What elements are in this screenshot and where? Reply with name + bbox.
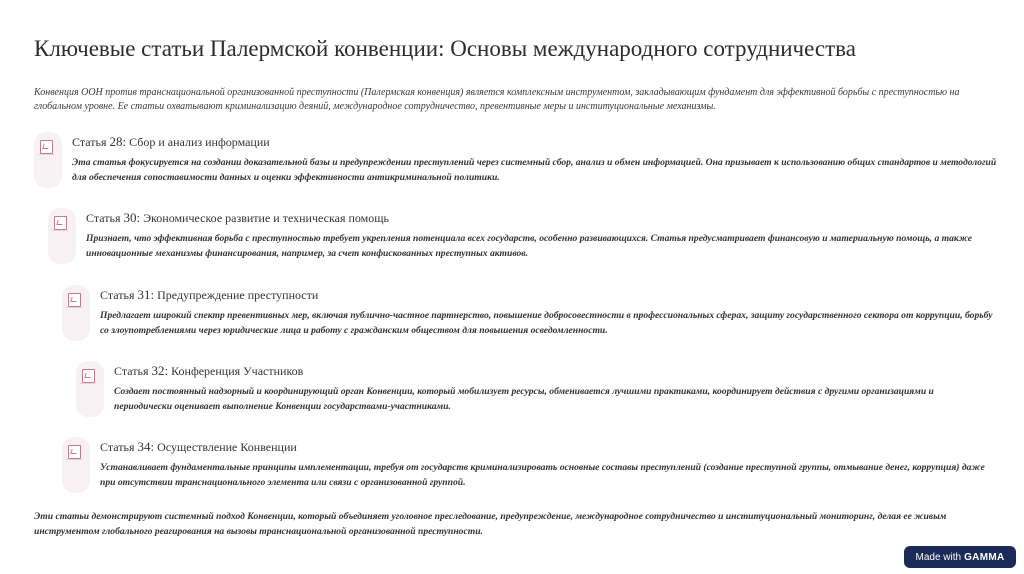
article-heading: [114, 363, 303, 379]
article-number: 30:: [123, 210, 141, 225]
gamma-logo: GAMMA: [964, 551, 1005, 563]
article-description: Предлагает широкий спектр превентивных мер, включая публично-частное партнерство, повышение добросовестности в профессиональных сферах, защиту государственного сектора от коррупции, борьбу со злоупотреблениями через юридические лица и работу с гражданским обществом для повышения осведомленности.: [100, 310, 993, 336]
article-icon-card: [62, 437, 90, 493]
article-description: Признает, что эффективная борьба с преступностью требует укрепления потенциала всех государств, особенно развивающихся. Статья предусматривает финансовую и материальную помощь, а также инновационные механизмы финансирования, например, за счет конфискованных преступных активов.: [86, 233, 973, 259]
article-prefix: Статья: [100, 288, 135, 302]
article-prefix: Статья: [86, 211, 121, 225]
article-icon-card: [62, 285, 90, 341]
intro-paragraph: Конвенция ООН против транснациональной организованной преступности (Палермская конвенция) является комплексным инструментом, закладывающим фундамент для эффективной борьбы с преступностью на глобальном уровне. Ее статьи охватывают криминализацию деяний, международное сотрудничество, превентивные меры и институциональные механизмы.: [34, 87, 960, 112]
article-prefix: Статья: [100, 440, 135, 454]
article-prefix: Статья: [114, 364, 149, 378]
article-number: 32:: [151, 363, 169, 378]
article-prefix: Статья: [72, 135, 107, 149]
document-chart-icon: [68, 293, 81, 307]
conclusion-paragraph: Эти статьи демонстрируют системный подход Конвенции, который объединяет уголовное преследование, предупреждение, международное сотрудничество и институциональный мониторинг, делая ее живым инструментом глобального реагирования на вызовы транснациональной организованной преступности.: [34, 511, 947, 537]
article-description: Создает постоянный надзорный и координирующий орган Конвенции, который мобилизует ресурсы, обменивается лучшими практиками, координирует действия с другими организациями и периодически оценивает выполнение Конвенции государствами-участниками.: [114, 386, 934, 412]
page-title: Ключевые статьи Палермской конвенции: Основы международного сотрудничества: [34, 36, 856, 61]
made-with-gamma-badge[interactable]: [904, 546, 1016, 568]
article-description: Эта статья фокусируется на создании доказательной базы и предупреждении преступлений через системный сбор, анализ и обмен информацией. Она призывает к использованию общих стандартов и методологий для обеспечения сопоставимости данных и оценки эффективности антикриминальной политики.: [72, 157, 997, 183]
article-number: 28:: [109, 134, 127, 149]
article-heading: [100, 439, 297, 455]
article-title: Осуществление Конвенции: [157, 440, 297, 454]
article-icon-card: [34, 132, 62, 188]
article-heading: [72, 134, 270, 150]
article-icon-card: [76, 361, 104, 417]
article-title: Конференция Участников: [171, 364, 304, 378]
article-heading: [100, 287, 318, 303]
badge-prefix: Made with: [915, 551, 962, 563]
document-chart-icon: [54, 216, 67, 230]
article-description: Устанавливает фундаментальные принципы имплементации, требуя от государств криминализировать основные составы преступлений (создание преступной группы, отмывание денег, коррупция) даже при отсутствии транснационального элемента или связи с организованной группой.: [100, 462, 985, 488]
article-number: 31:: [137, 287, 155, 302]
document-chart-icon: [82, 369, 95, 383]
article-number: 34:: [137, 439, 155, 454]
article-title: Предупреждение преступности: [157, 288, 319, 302]
article-icon-card: [48, 208, 76, 264]
article-title: Экономическое развитие и техническая помощь: [143, 211, 389, 225]
article-title: Сбор и анализ информации: [129, 135, 270, 149]
document-chart-icon: [68, 445, 81, 459]
document-chart-icon: [40, 140, 53, 154]
article-heading: [86, 210, 389, 226]
